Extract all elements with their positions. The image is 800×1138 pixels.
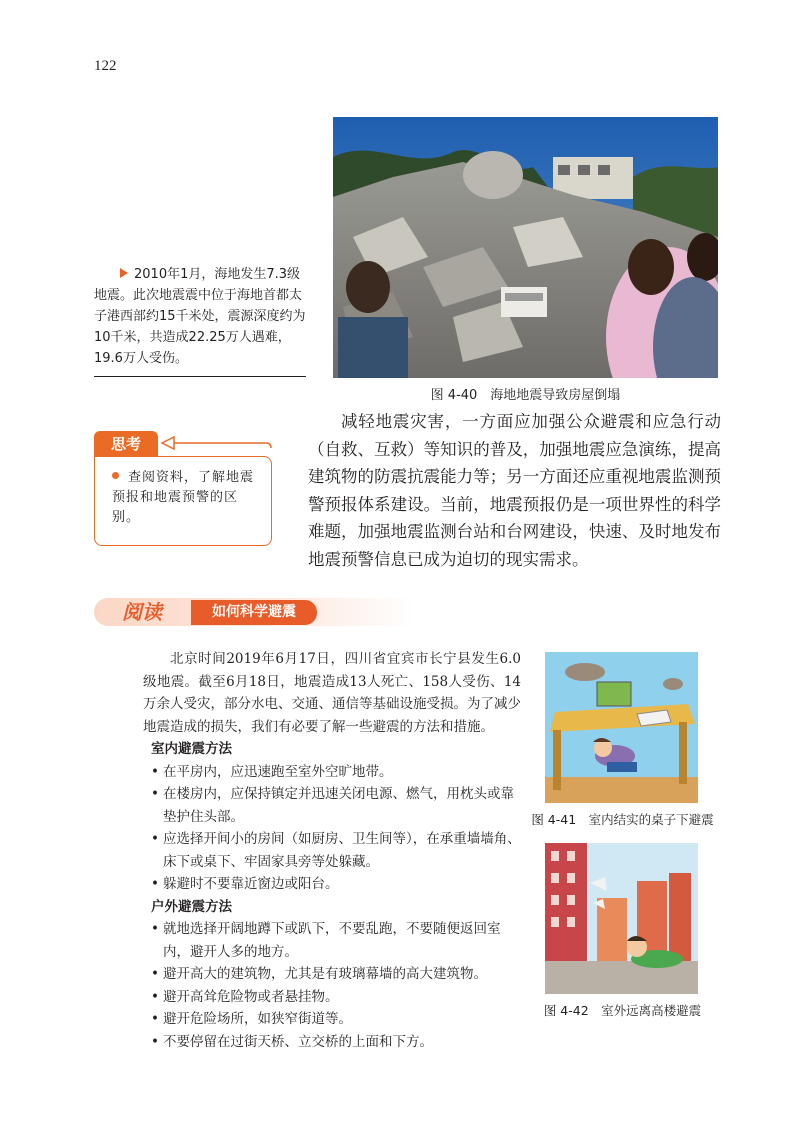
list-item: • 在楼房内，应保持镇定并迅速关闭电源、燃气，用枕头或靠垫护住头部。 bbox=[151, 783, 521, 828]
reading-label: 阅读 bbox=[122, 600, 162, 624]
reading-intro: 北京时间2019年6月17日，四川省宜宾市长宁县发生6.0级地震。截至6月18日，地震造成13人死亡、158人受伤、14万余人受灾，部分水电、交通、通信等基础设施受损。为了减少地震造成的损失，我们有必要了解一些避震的方法和措施。 bbox=[143, 651, 521, 735]
figure-caption-4-40: 图 4-40 海地地震导致房屋倒塌 bbox=[430, 388, 621, 403]
figure-caption-4-42: 图 4-42 室外远离高楼避震 bbox=[543, 1003, 702, 1018]
side-note bbox=[94, 264, 306, 369]
arrow-left-icon bbox=[160, 436, 272, 450]
outdoor-heading: 户外避震方法 bbox=[151, 898, 232, 915]
list-item: • 避开高耸危险物或者悬挂物。 bbox=[151, 986, 521, 1009]
reading-title: 如何科学避震 bbox=[212, 604, 296, 620]
side-note-divider bbox=[94, 376, 306, 377]
reading-body bbox=[143, 648, 521, 1053]
indoor-table-illustration bbox=[545, 652, 698, 803]
indoor-heading: 室内避震方法 bbox=[151, 741, 232, 757]
list-item: • 应选择开间小的房间（如厨房、卫生间等），在承重墙墙角、床下或桌下、牢固家具旁等处躲藏。 bbox=[151, 828, 521, 873]
think-text: 查阅资料，了解地震预报和地震预警的区别。 bbox=[112, 470, 255, 525]
list-item: • 避开高大的建筑物，尤其是有玻璃幕墙的高大建筑物。 bbox=[151, 963, 521, 986]
haiti-earthquake-photo bbox=[333, 117, 718, 378]
think-label: 思考 bbox=[94, 431, 158, 457]
list-item: • 避开危险场所，如狭窄街道等。 bbox=[151, 1008, 521, 1031]
figure-caption-4-41: 图 4-41 室内结实的桌子下避震 bbox=[531, 812, 714, 827]
page-number: 122 bbox=[94, 58, 117, 74]
list-item: • 就地选择开阔地蹲下或趴下，不要乱跑，不要随便返回室内，避开人多的地方。 bbox=[151, 918, 521, 963]
bullet-dot-icon bbox=[112, 472, 119, 479]
triangle-bullet-icon bbox=[120, 268, 128, 278]
main-paragraph: 减轻地震灾害，一方面应加强公众避震和应急行动（自救、互救）等知识的普及，加强地震应急演练，提高建筑物的防震抗震能力等；另一方面还应重视地震监测预警预报体系建设。当前，地震预报仍是一项世界性的科学难题，加强地震监测台站和台网建设，快速、及时地发布地震预警信息已成为迫切的现实需求。 bbox=[308, 412, 721, 569]
list-item: • 在平房内，应迅速跑至室外空旷地带。 bbox=[151, 761, 521, 784]
list-item: • 躲避时不要靠近窗边或阳台。 bbox=[151, 873, 521, 896]
side-note-text: 2010年1月，海地发生7.3级地震。此次地震震中位于海地首都太子港西部约15千米处，震源深度约为10千米，共造成22.25万人遇难，19.6万人受伤。 bbox=[94, 267, 306, 366]
outdoor-buildings-illustration bbox=[545, 843, 698, 994]
list-item: • 不要停留在过街天桥、立交桥的上面和下方。 bbox=[151, 1031, 521, 1054]
